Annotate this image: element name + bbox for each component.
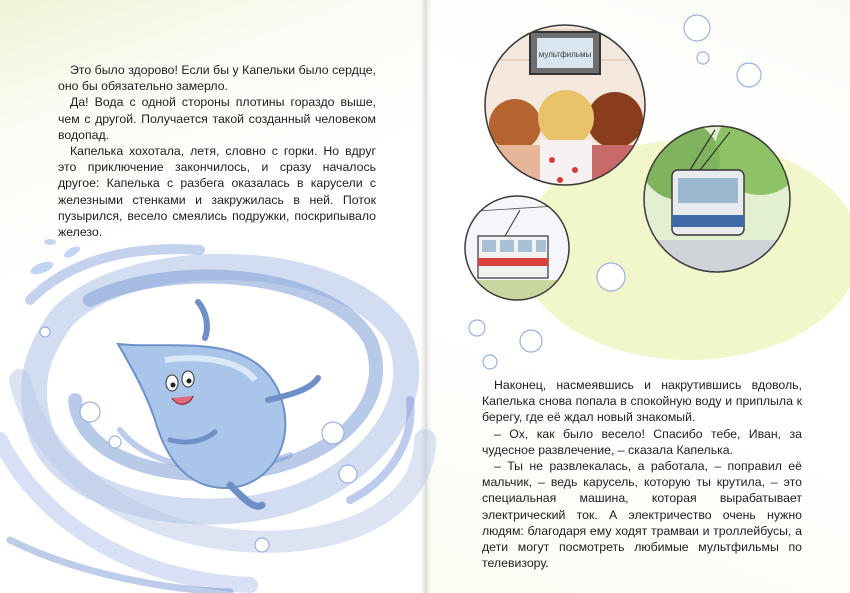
droplet-character: [118, 302, 318, 506]
left-paragraph-1: Это было здорово! Если бы у Капельки было сердце, оно бы обязательно замерло.: [58, 63, 376, 94]
right-page-text: [482, 377, 802, 571]
right-paragraph-2: – Ох, как было весело! Спасибо тебе, Иван, за чудесное развлечение, – сказала Капелька.: [482, 426, 802, 457]
left-paragraph-2: Да! Вода с одной стороны плотины гораздо выше, чем с другой. Получается такой созданный человеком водопад.: [58, 95, 376, 142]
tv-screen-text: мультфильмы: [538, 50, 592, 59]
left-paragraph-3: Капелька хохотала, летя, словно с горки. Но вдруг это приключение закончилось, и сразу началось другое: Капелька с разбега оказалась в карусели с железными стенками и закружилась в ней. Поток пузырился, весело смеялись подружки, поскрипывало железо.: [58, 144, 376, 240]
right-paragraph-3: – Ты не развлекалась, а работала, – поправил её мальчик, – ведь карусель, которую ты крутила, – это специальная машина, которая вырабатывает электрический ток. А электричество очень нужно людям: благодаря ему ходят трамваи и троллейбусы, а дети могут посмотреть любимые мультфильмы по телевизору.: [482, 459, 802, 571]
right-paragraph-1: Наконец, насмеявшись и накрутившись вдоволь, Капелька снова попала в спокойную воду и приплыла к берегу, где её ждал новый знакомый.: [482, 378, 802, 425]
